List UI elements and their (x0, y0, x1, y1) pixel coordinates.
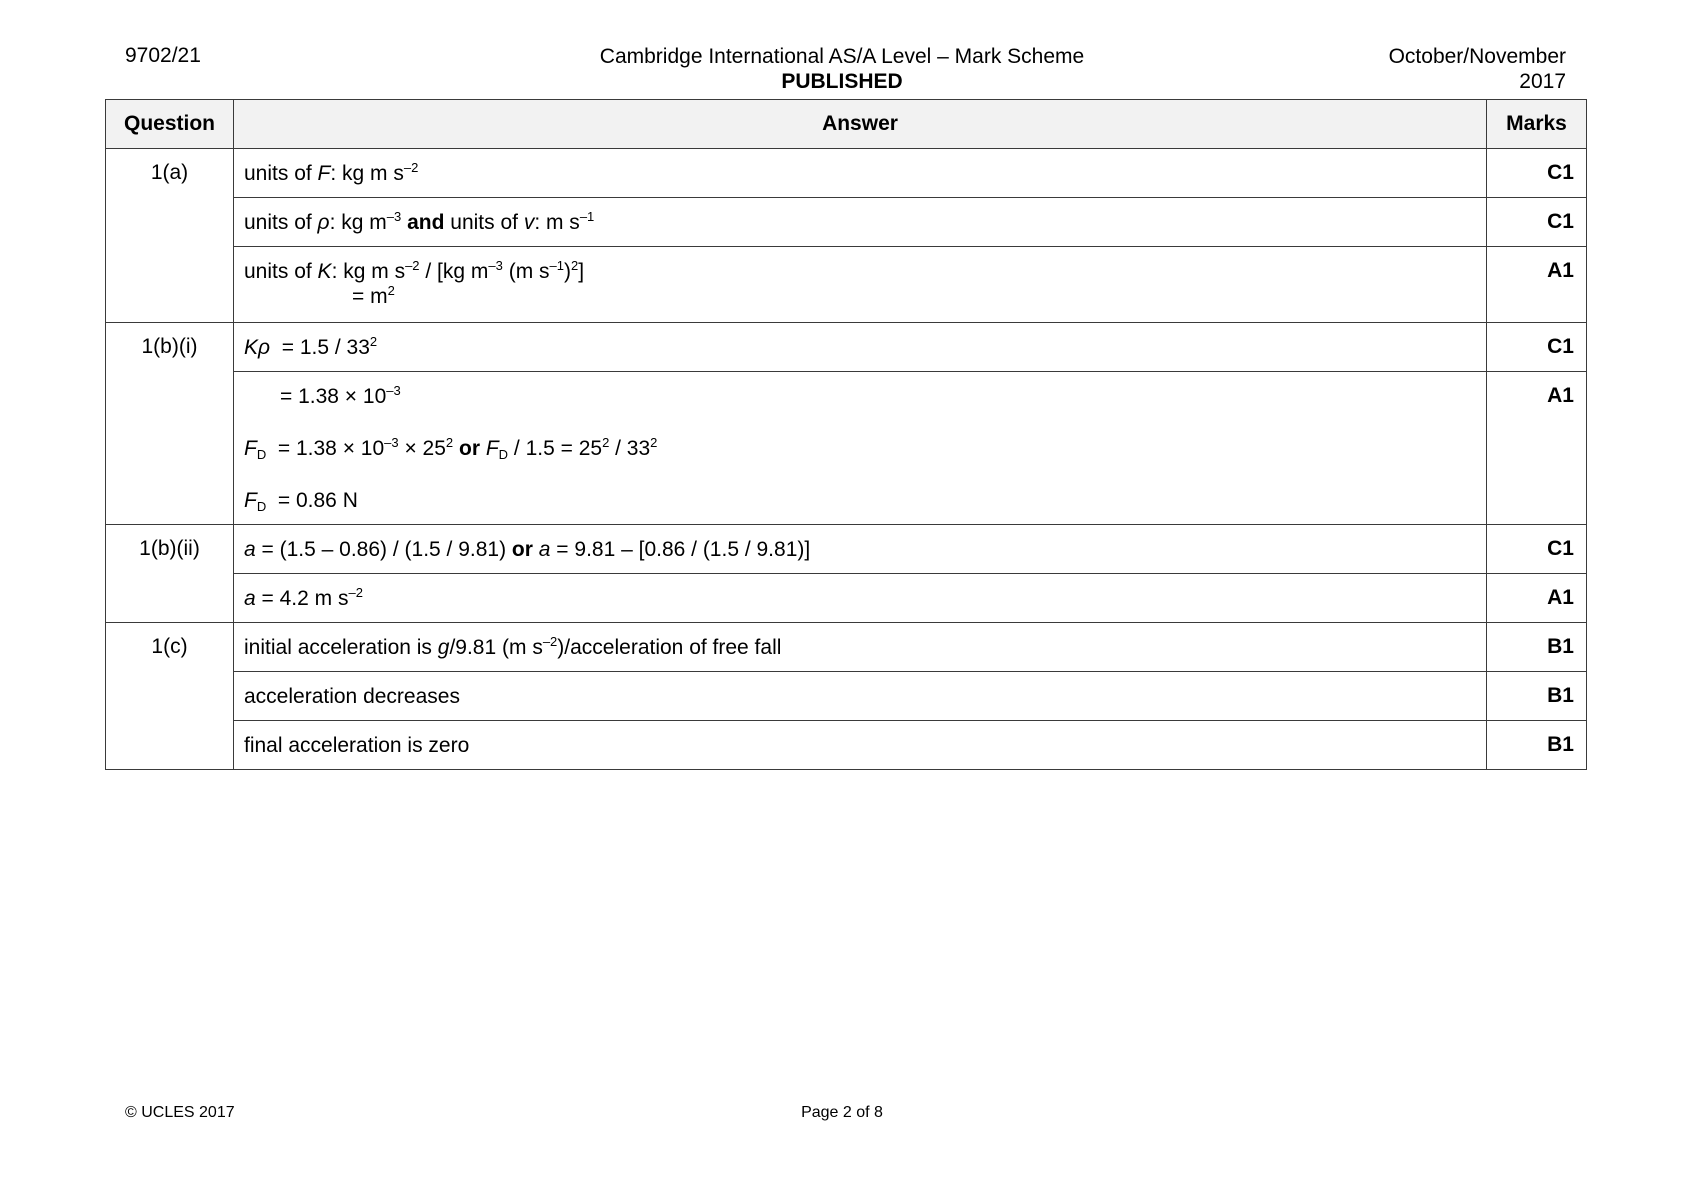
table-row (106, 247, 1587, 323)
answer-line: = $1.38 \times 10^{-3}$ (280, 383, 401, 408)
table-row (106, 672, 1587, 721)
mark-cell: C1 (1487, 525, 1587, 574)
answer-cell (234, 198, 1487, 247)
table-row (106, 574, 1587, 623)
table-row (106, 198, 1587, 247)
answer-line: $F_D = 0.86$ N (244, 489, 358, 514)
answer-line: $K\rho = 1.5 / 33^2$ (244, 334, 378, 359)
answer-line: units of F: kg m $s^{-2}$ (244, 160, 419, 185)
table-row (106, 372, 1587, 525)
answer-cell (234, 721, 1487, 770)
paper-code: 9702/21 (125, 44, 201, 67)
session-label: October/November (1388, 45, 1566, 68)
question-number: 1(a) (106, 149, 234, 323)
mark-cell: B1 (1487, 672, 1587, 721)
answer-line: final acceleration is zero (244, 734, 470, 757)
question-header: Question (106, 100, 234, 149)
answer-line: acceleration decreases (244, 685, 460, 708)
marks-header: Marks (1487, 100, 1587, 149)
table-row (106, 721, 1587, 770)
answer-cell (234, 372, 1487, 525)
question-number: 1(b)(ii) (106, 525, 234, 623)
answer-line: $F_D = 1.38 \times 10^{-3} \times 25^2$ or $F_D / 1.5 = 25^2 / 33^2$ (244, 435, 658, 462)
mark-cell: C1 (1487, 198, 1587, 247)
table-row (106, 149, 1587, 198)
answer-line: a = 4.2 m $s^{-2}$ (244, 585, 363, 610)
answer-cell (234, 574, 1487, 623)
table-row (106, 525, 1587, 574)
answer-cell (234, 149, 1487, 198)
table-row (106, 623, 1587, 672)
answer-line: a = (1.5 – 0.86) / (1.5 / 9.81) or a = 9.81 – [0.86 / (1.5 / 9.81)] (244, 538, 811, 561)
answer-cell (234, 672, 1487, 721)
session-year: 2017 (1519, 70, 1566, 93)
answer-cell (234, 247, 1487, 323)
table-header-row (106, 100, 1587, 149)
page-number: Page 2 of 8 (801, 1104, 883, 1121)
mark-cell: A1 (1487, 247, 1587, 323)
answer-line: units of K: kg m $s^{-2} / [kg$ $m^{-3}$ (m $s^{-1})^2$] (244, 258, 585, 283)
published-label: PUBLISHED (781, 70, 903, 93)
answer-line: initial acceleration is g/9.81 (m $s^{-2}$)/acceleration of free fall (244, 634, 782, 659)
mark-cell: A1 (1487, 372, 1587, 525)
question-number: 1(b)(i) (106, 323, 234, 525)
answer-line: units of ρ: kg $m^{-3}$ and units of v: m $s^{-1}$ (244, 209, 595, 234)
answer-header: Answer (234, 100, 1487, 149)
mark-cell: A1 (1487, 574, 1587, 623)
mark-cell: B1 (1487, 721, 1587, 770)
mark-scheme-table (105, 99, 1587, 770)
session-block (1389, 44, 1566, 94)
answer-line: = $m^2$ (352, 283, 395, 308)
question-number: 1(c) (106, 623, 234, 770)
mark-cell: B1 (1487, 623, 1587, 672)
table-row (106, 323, 1587, 372)
copyright-notice: © UCLES 2017 (125, 1104, 235, 1121)
answer-cell (234, 525, 1487, 574)
mark-cell: C1 (1487, 149, 1587, 198)
answer-cell (234, 623, 1487, 672)
mark-cell: C1 (1487, 323, 1587, 372)
document-title: Cambridge International AS/A Level – Mark Scheme (599, 45, 1085, 68)
answer-cell (234, 323, 1487, 372)
